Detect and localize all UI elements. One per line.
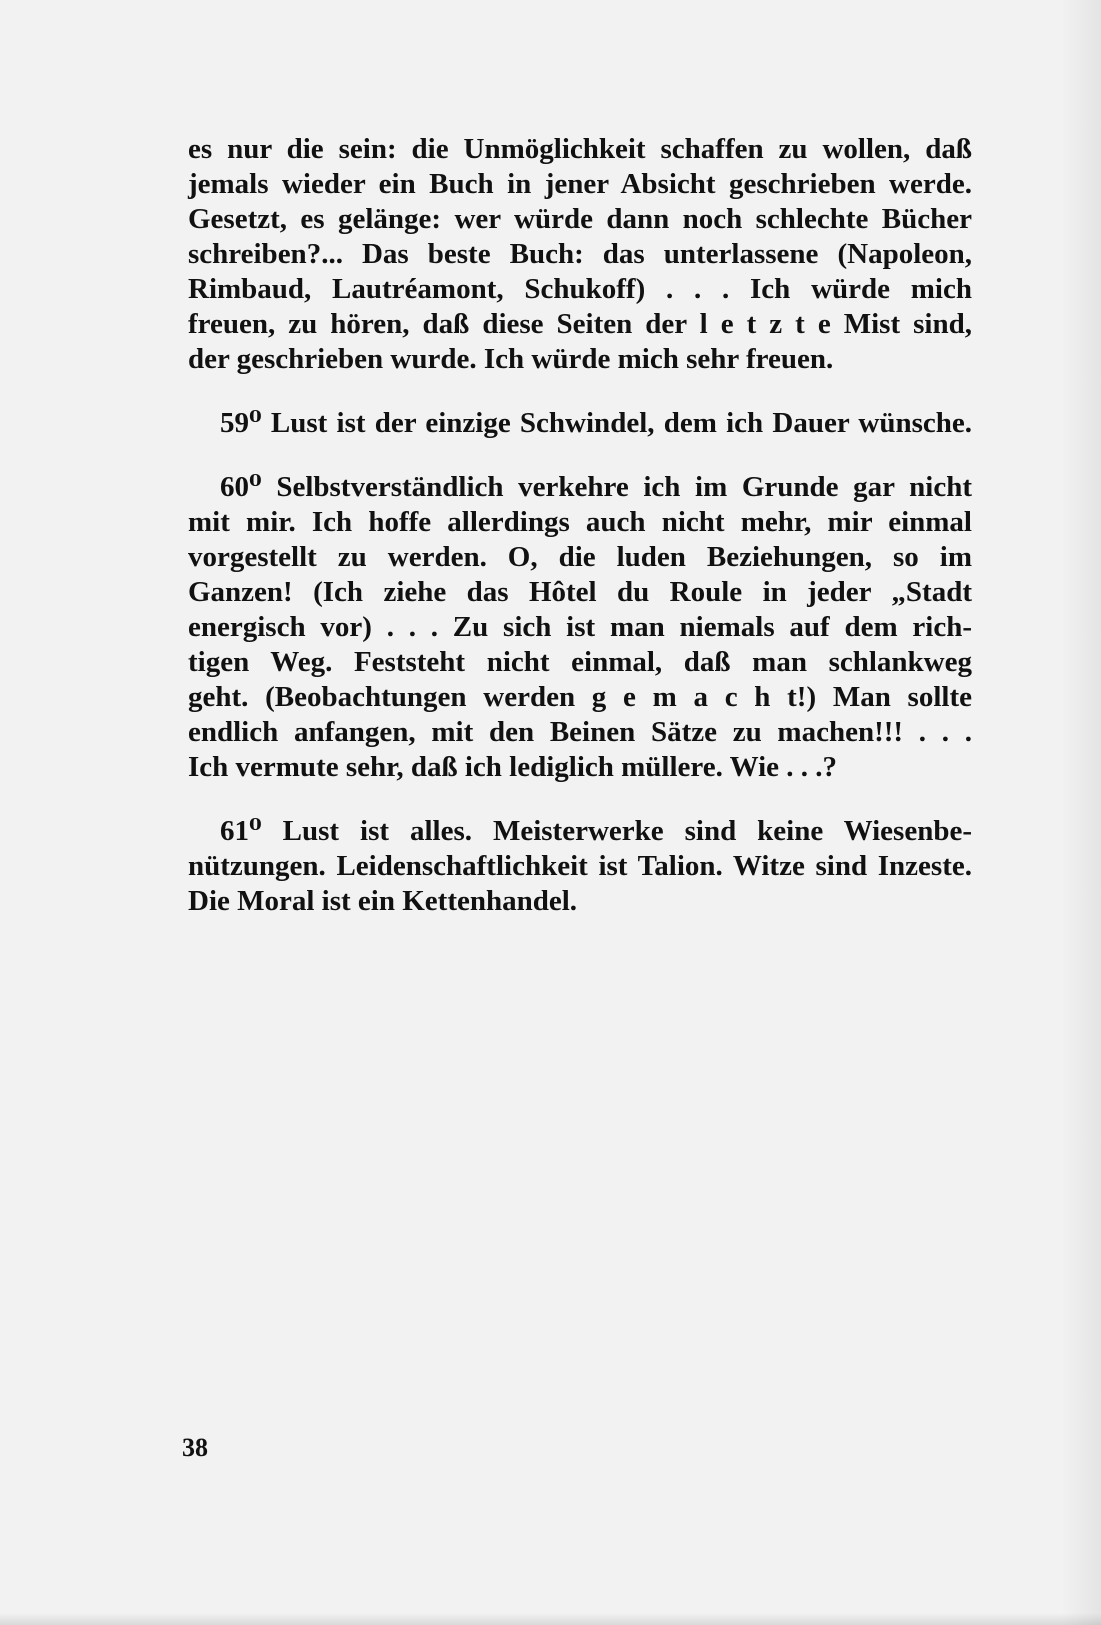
paragraph-60 xyxy=(188,470,972,505)
text-line: 61⁰ Lust ist alles. Meisterwerke sind keine Wiesenbe- xyxy=(220,815,972,847)
text-line: tigen Weg. Feststeht nicht einmal, daß man schlankweg xyxy=(188,646,972,678)
text-line: es nur die sein: die Unmöglichkeit schaffen zu wollen, daß xyxy=(188,133,972,165)
text-line: Gesetzt, es gelänge: wer würde dann noch schlechte Bücher xyxy=(188,203,972,235)
text-line: 59⁰ Lust ist der einzige Schwindel, dem ich Dauer wünsche. xyxy=(220,407,972,439)
text-line: Ganzen! (Ich ziehe das Hôtel du Roule in jeder „Stadt xyxy=(188,576,972,608)
text-line: endlich anfangen, mit den Beinen Sätze zu machen!!! . . . xyxy=(188,716,972,748)
page-bottom-edge xyxy=(0,1613,1101,1625)
text-line: Die Moral ist ein Kettenhandel. xyxy=(188,885,578,917)
body-text xyxy=(188,132,972,919)
text-line: freuen, zu hören, daß diese Seiten der l e t z t e Mist sind, xyxy=(188,308,972,340)
text-line: mit mir. Ich hoffe allerdings auch nicht mehr, mir einmal xyxy=(188,506,972,538)
paragraph-gap xyxy=(188,785,972,814)
text-line: geht. (Beobachtungen werden g e m a c h t!) Man sollte xyxy=(188,681,972,713)
text-line: der geschrieben wurde. Ich würde mich sehr freuen. xyxy=(188,343,834,375)
paragraph-59 xyxy=(188,406,972,441)
paragraph-gap xyxy=(188,377,972,406)
text-line: energisch vor) . . . Zu sich ist man niemals auf dem rich- xyxy=(188,611,972,643)
text-line: 60⁰ Selbstverständlich verkehre ich im Grunde gar nicht xyxy=(220,471,972,503)
text-line: nützungen. Leidenschaftlichkeit ist Talion. Witze sind Inzeste. xyxy=(188,850,972,882)
page-number: 38 xyxy=(182,1433,208,1462)
text-line: Ich vermute sehr, daß ich lediglich müllere. Wie . . .? xyxy=(188,751,838,783)
text-line: jemals wieder ein Buch in jener Absicht geschrieben werde. xyxy=(188,168,972,200)
text-line: Rimbaud, Lautréamont, Schukoff) . . . Ich würde mich xyxy=(188,273,972,305)
paragraph-gap xyxy=(188,441,972,470)
text-line: vorgestellt zu werden. O, die luden Beziehungen, so im xyxy=(188,541,972,573)
text-line: schreiben?... Das beste Buch: das unterlassene (Napoleon, xyxy=(188,238,972,270)
paragraph-61 xyxy=(188,814,972,849)
